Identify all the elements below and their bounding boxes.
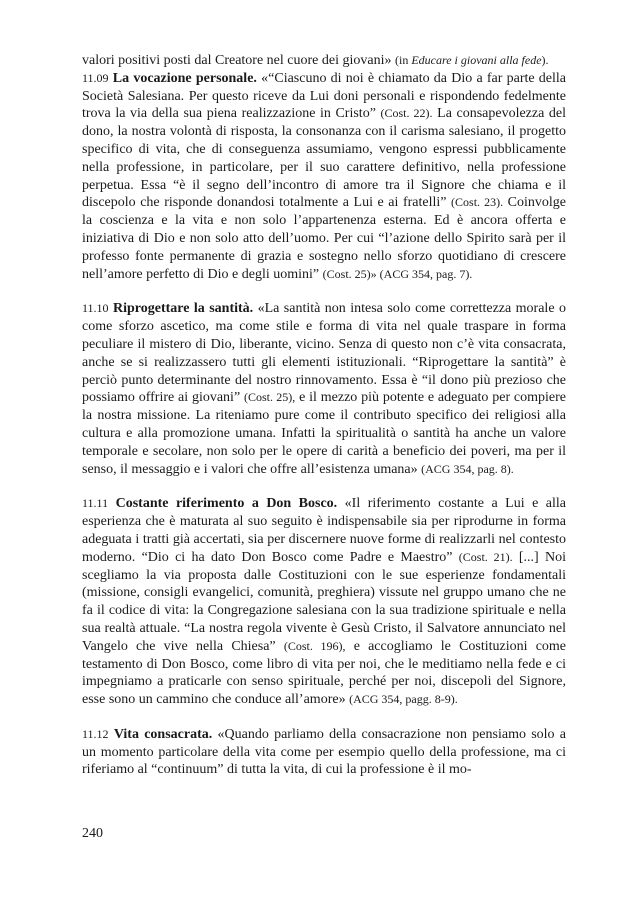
section-heading: La vocazione personale. — [112, 70, 257, 86]
body-text: La consapevolezza del dono, la nostra volontà di risposta, la consonanza con il carisma salesiano, il progetto specifico di vita, che di conseguenza assumiamo, vengono espressi pubblicamente nella professione, in particolare, per il suo carattere definitivo, nella professione perpetua. Essa “è il segno dell’incontro di amore tra il Signore che chiama e il discepolo che risponde donandosi totalmente a Lui e ai fratelli” — [82, 106, 566, 211]
body-text: [...] Noi scegliamo la via proposta dalle Costituzioni con le sue esperienze fondamentali (missione, consigli evangelici, comunità, preghiera) vissute nel gruppo umano che ne fa il codice di vita: la Congregazione salesiana con la sua tradizione spirituale e nella sua realtà attuale. “La nostra regola vivente è Gesù Cristo, il Salvatore annunciato nel Vangelo che vive nella Chiesa” — [82, 549, 566, 654]
sections-container — [82, 70, 566, 779]
intro-cite-title: Educare i giovani alla fede — [411, 53, 542, 67]
citation: (ACG 354, pagg. 8-9). — [349, 692, 458, 707]
citation: (Cost. 196), — [283, 638, 346, 653]
section-heading: Riprogettare la santità. — [113, 301, 254, 317]
citation: (Cost. 23). — [451, 195, 504, 210]
page-number: 240 — [82, 826, 103, 841]
intro-text: valori positivi posti dal Creatore nel cuore dei giovani» — [82, 53, 392, 68]
body-text: «Il riferimento costante a Lui e alla esperienza che è maturata al suo seguito è indispensabile sia per riprodurne in forma adeguata i tratti già accertati, sia per discernere nuove forme di realizzarli nel contesto moderno. “Dio ci ha dato Don Bosco come Padre e Maestro” — [82, 496, 567, 565]
body-text: e il mezzo più potente e adeguato per compiere la nostra missione. La riteniamo pure come il contributo specifico dei religiosi alla cultura e alla promozione umana. Infatti la spiritualità o santità ha anche un valore temporale e secolare, non solo per le opere di carità a beneficio dei poveri, ma per il senso, il messaggio e i valori che offre all’esistenza umana» — [82, 390, 567, 477]
intro-cite-post: ). — [541, 53, 549, 67]
section-11-12 — [82, 726, 566, 779]
section-number: 11.11 — [82, 496, 109, 511]
citation: (Cost. 25)» (ACG 354, pag. 7). — [322, 266, 473, 281]
body-text: «Quando parliamo della consacrazione non pensiamo solo a un momento particolare della vita come per esempio quello della professione, ma ci riferiamo al “continuum” di tutta la vita, di cui la professione è il mo- — [82, 726, 567, 778]
section-11-11 — [82, 495, 566, 709]
citation: (Cost. 22). — [380, 106, 433, 121]
section-11-10 — [82, 300, 566, 478]
body-text: «La santità non intesa solo come correttezza morale o come sforzo ascetico, ma come stile e forma di vita nel quale traspare in forma peculiare il mistero di Dio, liberante, vicino. Senza di questo non c’è vita consacrata, anche se si realizzassero tutti gli elementi istituzionali. “Riprogettare la santità” è perciò punto determinante del nostro rinnovamento. Essa è “il dono più prezioso che possiamo offrire ai giovani” — [82, 301, 566, 406]
section-number: 11.10 — [82, 301, 109, 316]
body-text: e accogliamo le Costituzioni come testamento di Don Bosco, come libro di vita per noi, che le meditiamo nella fede e ci impegniamo a praticarle con senso spirituale, perché per noi, discepoli del Signore, esse sono un cammino che conduce all’amore» — [82, 638, 567, 708]
intro-paragraph — [82, 52, 566, 70]
section-heading: Costante riferimento a Don Bosco. — [115, 496, 338, 512]
citation: (Cost. 21). — [458, 549, 513, 564]
citation: (Cost. 25), — [243, 390, 296, 405]
body-text: «“Ciascuno di noi è chiamato da Dio a far parte della Società Salesiana. Per questo riceve da Lui doni personali e rispondendo fedelmente trova la via della sua piena realizzazione in Cristo” — [82, 70, 567, 122]
intro-citation — [395, 53, 549, 67]
section-heading: Vita consacrata. — [113, 726, 213, 742]
citation: (ACG 354, pag. 8). — [421, 461, 514, 476]
section-number: 11.12 — [82, 726, 109, 741]
body-text: Coinvolge la coscienza e la vita e non solo l’appartenenza esterna. Ed è ancora offerta e iniziativa di Dio e non solo atto dell’uomo. Per cui “l’azione dello Spirito sarà per il professo fonte permanente di grazia e sostegno nello sforzo quotidiano di crescere nell’amore perfetto di Dio e degli uomini” — [82, 195, 567, 282]
intro-cite-pre: (in — [394, 53, 412, 67]
section-11-09 — [82, 70, 566, 284]
page-body — [82, 52, 566, 779]
section-number: 11.09 — [82, 70, 109, 85]
